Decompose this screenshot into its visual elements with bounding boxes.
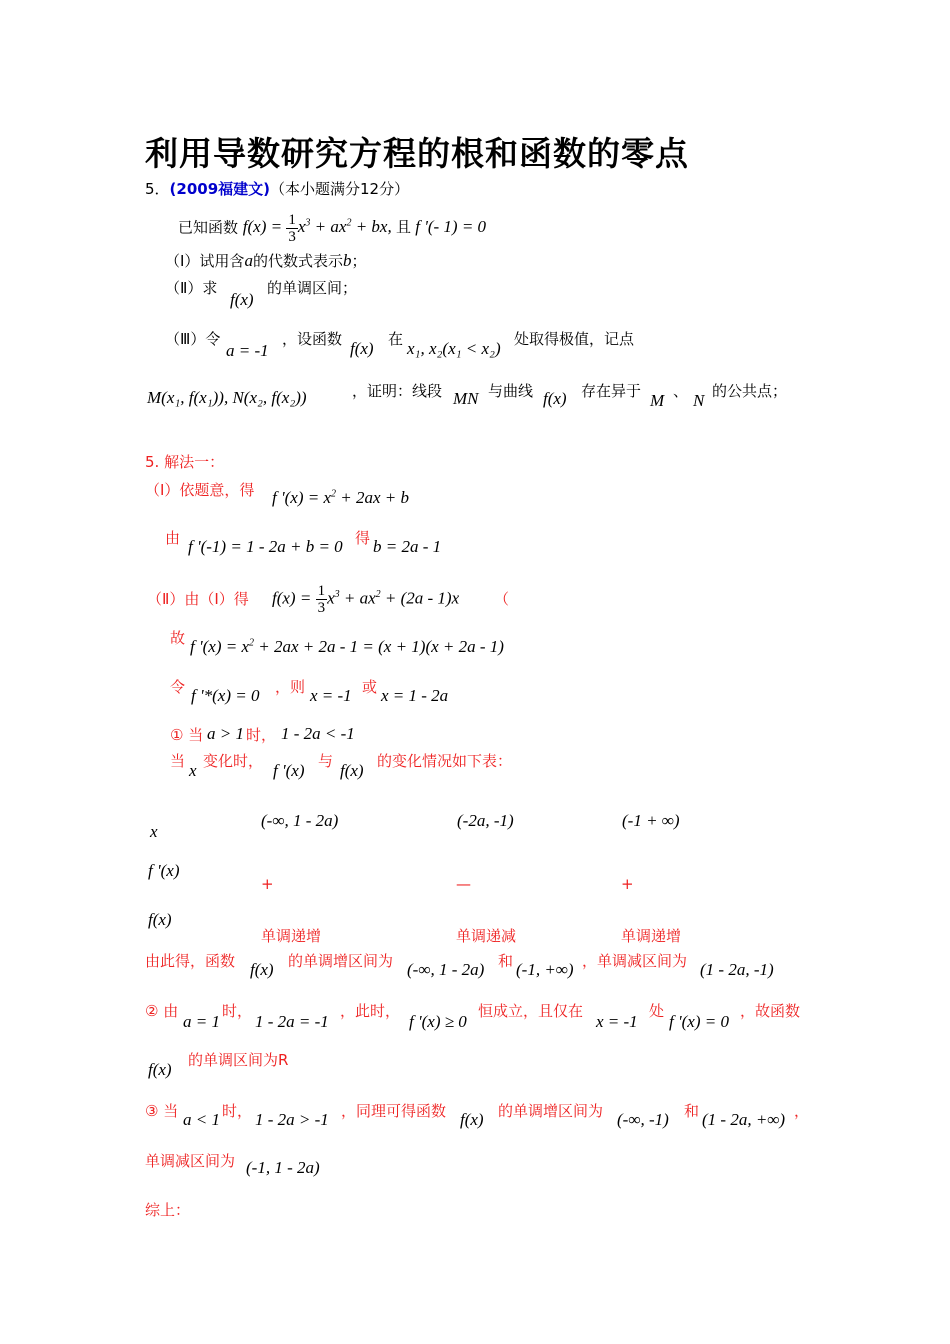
solution-heading: 5. 解法一： xyxy=(145,453,225,471)
page-title: 利用导数研究方程的根和函数的零点 xyxy=(145,134,689,173)
step1b-equation: f '(-1) = 1 - 2a + b = 0 xyxy=(188,537,343,556)
case1-label: ① 当 xyxy=(170,726,204,744)
problem-given xyxy=(178,212,486,245)
case3-condition: a < 1 xyxy=(183,1110,220,1129)
case2-equation: f '(x) = 0 xyxy=(669,1012,729,1031)
case3-label: ③ 当 xyxy=(145,1102,179,1120)
table-sign-2: — xyxy=(456,875,471,893)
case3-t3: 的单调增区间为 xyxy=(498,1102,604,1120)
case3b-interval: (-1, 1 - 2a) xyxy=(246,1158,320,1177)
step2b-label: 故 xyxy=(170,629,186,647)
case3-and: 和 xyxy=(684,1102,700,1120)
case2-inequality: f '(x) ≥ 0 xyxy=(409,1012,467,1031)
table-interval-3: (-1 + ∞) xyxy=(622,811,680,830)
step1b-label: 由 xyxy=(165,529,181,547)
conclusion1-t3: ，单调减区间为 xyxy=(582,952,688,970)
case3-result: 1 - 2a > -1 xyxy=(255,1110,329,1129)
conclusion1-interval-3: (1 - 2a, -1) xyxy=(700,960,774,979)
problem-part-2 xyxy=(165,277,217,298)
given-prefix: 已知函数 xyxy=(178,218,239,237)
part3-line2-t3: 存在异于 xyxy=(581,382,642,400)
conclusion1-t2: 的单调增区间为 xyxy=(288,952,394,970)
separator: 、 xyxy=(673,382,689,400)
table-trend-2: 单调递减 xyxy=(456,927,517,945)
part3-line2-t1: ，证明：线段 xyxy=(352,382,443,400)
table-row-label-function: f(x) xyxy=(148,910,172,929)
case1-condition: a > 1 xyxy=(207,724,244,743)
step1-derivative: f '$(x) = x^2 + 2ax + b$ xyxy=(272,488,409,507)
part1-prefix: （I）试用含 xyxy=(165,252,245,270)
var-b: b xyxy=(342,251,352,270)
step2c-or: 或 xyxy=(362,678,378,696)
case2-mid: 时， xyxy=(222,1002,253,1020)
root-2: x = 1 - 2a xyxy=(381,686,449,705)
step1-label: （I）依题意，得 xyxy=(145,481,255,499)
part3-extrema-points: x₁, x₂(x₁ < x₂) xyxy=(407,339,501,358)
case3-t2: ，同理可得函数 xyxy=(341,1102,447,1120)
case3b-text: 单调减区间为 xyxy=(145,1152,236,1170)
conclusion1-interval-1: (-∞, 1 - 2a) xyxy=(407,960,485,979)
part1-mid: 的代数式表示 xyxy=(252,252,343,270)
step1b-result: b = 2a - 1 xyxy=(373,537,442,556)
case2-label: ② 由 xyxy=(145,1002,179,1020)
table-sign-1: + xyxy=(261,875,274,893)
case2-t3: 恒成立，且仅在 xyxy=(478,1002,584,1020)
case1b-x: x xyxy=(189,761,197,780)
curve-f: f(x) xyxy=(543,389,567,408)
conclusion1-interval-2: (-1, +∞) xyxy=(516,960,574,979)
case3-interval-1: (-∞, -1) xyxy=(617,1110,669,1129)
table-sign-3: + xyxy=(621,875,634,893)
problem-number: 5． xyxy=(145,180,170,198)
step2c-label: 令 xyxy=(170,678,186,696)
table-row-label-x: x xyxy=(150,822,158,841)
case2-t5: ，故函数 xyxy=(740,1002,801,1020)
summary: 综上： xyxy=(145,1201,191,1219)
step2-paren: （ xyxy=(494,590,510,608)
var-a: a xyxy=(244,251,253,270)
given-expression: f(x) = $\frac{1}{3}$ $x^3 + ax^2$ + bx, 且 f '(- 1) = 0 xyxy=(242,212,487,245)
step2c-mid: ，则 xyxy=(275,678,306,696)
case1b-t1: 当 xyxy=(170,752,186,770)
segment-mn: MN xyxy=(453,389,479,408)
case2-result: 1 - 2a = -1 xyxy=(255,1012,329,1031)
root-1: x = -1 xyxy=(310,686,352,705)
point-m: M xyxy=(650,391,665,410)
step2b-factored: f '$(x) = x^2 + 2ax + 2a - 1 = (x + 1)(x + 2a - 1)$ xyxy=(190,637,504,656)
step2-label: （Ⅱ）由（I）得 xyxy=(147,590,249,608)
case1-result: 1 - 2a < -1 xyxy=(281,724,355,743)
conclusion1-t1: 由此得，函数 xyxy=(145,952,236,970)
case2b-text: 的单调区间为R xyxy=(188,1051,289,1069)
case1b-t2: 变化时， xyxy=(203,752,264,770)
part3-function: f(x) xyxy=(350,339,374,358)
table-row-label-derivative: f '(x) xyxy=(148,861,180,880)
part3-a-value: a = -1 xyxy=(226,341,269,360)
table-trend-1: 单调递增 xyxy=(261,927,322,945)
part2-function: f(x) xyxy=(230,290,254,309)
part1-end: ； xyxy=(351,252,367,270)
case1b-derivative: f '(x) xyxy=(273,761,305,780)
problem-header xyxy=(145,178,409,199)
part3-line2-t4: 的公共点； xyxy=(712,382,788,400)
problem-score: （本小题满分12分） xyxy=(270,180,410,198)
case1-mid: 时， xyxy=(246,726,277,744)
step1b-mid: 得 xyxy=(355,529,371,547)
problem-part-1 xyxy=(165,250,366,271)
case3-mid: 时， xyxy=(222,1102,253,1120)
case1b-function: f(x) xyxy=(340,761,364,780)
conclusion1-and: 和 xyxy=(498,952,514,970)
points-m-n: M(x₁, f(x₁)), N(x₂, f(x₂)) xyxy=(147,388,307,407)
part3-line2-t2: 与曲线 xyxy=(488,382,534,400)
point-n: N xyxy=(693,391,705,410)
part3-mid2: 在 xyxy=(388,330,404,348)
step2c-equation: f '*(x) = 0 xyxy=(191,686,260,705)
case2b-function: f(x) xyxy=(148,1060,172,1079)
case1b-t3: 与 xyxy=(318,752,334,770)
part2-prefix: （Ⅱ）求 xyxy=(165,279,218,297)
case2-t2: ，此时， xyxy=(340,1002,401,1020)
table-trend-3: 单调递增 xyxy=(621,927,682,945)
table-interval-1: (-∞, 1 - 2a) xyxy=(261,811,339,830)
step2-function: f(x) = $\frac{1}{3}$ $x^3 + ax^2 + (2a - 1)x$ xyxy=(272,583,460,616)
case2-t4: 处 xyxy=(649,1002,665,1020)
case2-x: x = -1 xyxy=(596,1012,638,1031)
case2-condition: a = 1 xyxy=(183,1012,220,1031)
case3-function: f(x) xyxy=(460,1110,484,1129)
case3-interval-2: (1 - 2a, +∞) xyxy=(702,1110,786,1129)
conclusion1-function: f(x) xyxy=(250,960,274,979)
case3-end: ， xyxy=(794,1102,810,1120)
part3-prefix: （Ⅲ）令 xyxy=(165,330,221,348)
part2-end: 的单调区间； xyxy=(267,279,358,297)
part3-end: 处取得极值，记点 xyxy=(514,330,635,348)
part3-mid1: ，设函数 xyxy=(282,330,343,348)
table-interval-2: (-2a, -1) xyxy=(457,811,514,830)
case1b-t4: 的变化情况如下表： xyxy=(377,752,513,770)
problem-source: (2009福建文) xyxy=(169,180,271,198)
